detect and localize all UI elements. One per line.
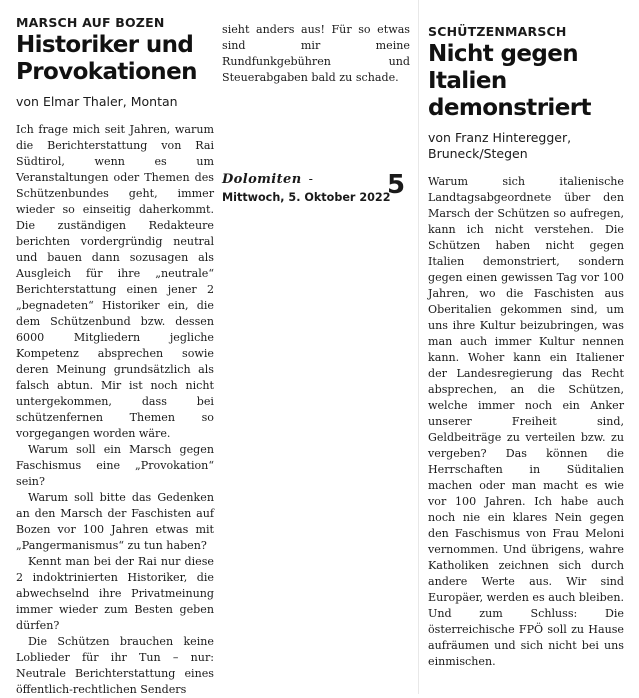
paper-name: Dolomiten (222, 172, 302, 187)
column-divider (418, 0, 419, 694)
paragraph-2: Warum soll ein Marsch gegen Faschismus eine „Provokation“ sein? (16, 443, 214, 488)
article-schuetzenmarsch (428, 0, 624, 670)
issue-date: Mittwoch, 5. Oktober 2022 (222, 191, 391, 204)
article-byline: von Elmar Thaler, Montan (16, 94, 178, 109)
headline-line-1: Historiker und (16, 32, 194, 58)
article-continuation (222, 22, 410, 86)
newspaper-masthead (222, 168, 410, 204)
headline-line-2: demonstriert (428, 95, 591, 121)
paragraph-1: Warum sich italienische Landtagsabgeordnete über den Marsch der Schützen so aufregen, kann ich nicht verstehen. Die Schützen haben nicht gegen Italien demonstriert, sondern gegen einen gewissen Tag vor 100 Jahren, wo die Faschisten aus Oberitalien gekommen sind, um uns ihre Kultur beizubringen, was man auch immer Kultur nennen kann. Woher kann ein Italiener der Landesregierung das Recht absprechen, an die Schützen, welche immer noch ein Anker unserer Freiheit sind, Geldbeiträge zu verteilen bzw. zu vergeben? Das können die Herrschaften in Süditalien machen oder man macht es wie vor 100 Jahren. Ich habe auch noch nie ein klares Nein gegen den Faschismus von Frau Meloni vernommen. Und übrigens, wahre Katholiken zeichnen sich durch andere Werte aus. Wir sind Europäer, werden es auch bleiben. Und zum Schluss: Die österreichische FPÖ soll zu Hause aufräumen und sich nicht bei uns einmischen. (428, 175, 624, 668)
masthead-dash: - (308, 172, 314, 186)
page-number: 5 (387, 170, 406, 200)
article-headline (16, 32, 214, 86)
byline-line-1: von Franz Hinteregger, (428, 130, 572, 145)
article-marsch-auf-bozen (16, 0, 214, 698)
headline-line-1: Nicht gegen Italien (428, 41, 579, 94)
article-headline (428, 41, 624, 122)
paragraph-5: Die Schützen brauchen keine Loblieder für ihr Tun – nur: Neutrale Berichterstattung eines öffentlich-rechtlichen Senders (16, 635, 214, 696)
paragraph-4: Kennt man bei der Rai nur diese 2 indoktrinierten Historiker, die abwechselnd ihre Privatmeinung immer wieder zum Besten geben dürfen? (16, 555, 214, 632)
article-kicker: SCHÜTZENMARSCH (428, 24, 567, 39)
paragraph-1: Ich frage mich seit Jahren, warum die Berichterstattung von Rai Südtirol, wenn es um Veranstaltungen oder Themen des Schützenbundes geht, immer wieder so einseitig daherkommt. Die zuständigen Redakteure berichten vordergründig neutral und bauen dann sozusagen als Ausgleich für ihre „neutrale“ Berichterstattung einen jener 2 „begnadeten“ Historiker ein, die dem Schützenbund bzw. dessen 6000 Mitgliedern jegliche Kompetenz absprechen sowie deren Meinung grundsätzlich als falsch abtun. Mir ist noch nicht untergekommen, dass bei schützenfernen Themen so vorgegangen worden wäre. (16, 123, 214, 440)
article-body (16, 122, 214, 698)
paragraph-6: sieht anders aus! Für so etwas sind mir meine Rundfunkgebühren und Steuerabgaben bald zu schade. (222, 23, 410, 84)
byline-line-2: Bruneck/Stegen (428, 146, 528, 161)
article-byline (428, 130, 624, 162)
article-body (428, 174, 624, 670)
headline-line-2: Provokationen (16, 59, 197, 85)
article-kicker: MARSCH AUF BOZEN (16, 15, 165, 30)
paragraph-3: Warum soll bitte das Gedenken an den Marsch der Faschisten auf Bozen vor 100 Jahren etwas mit „Pangermanismus“ zu tun haben? (16, 491, 214, 552)
